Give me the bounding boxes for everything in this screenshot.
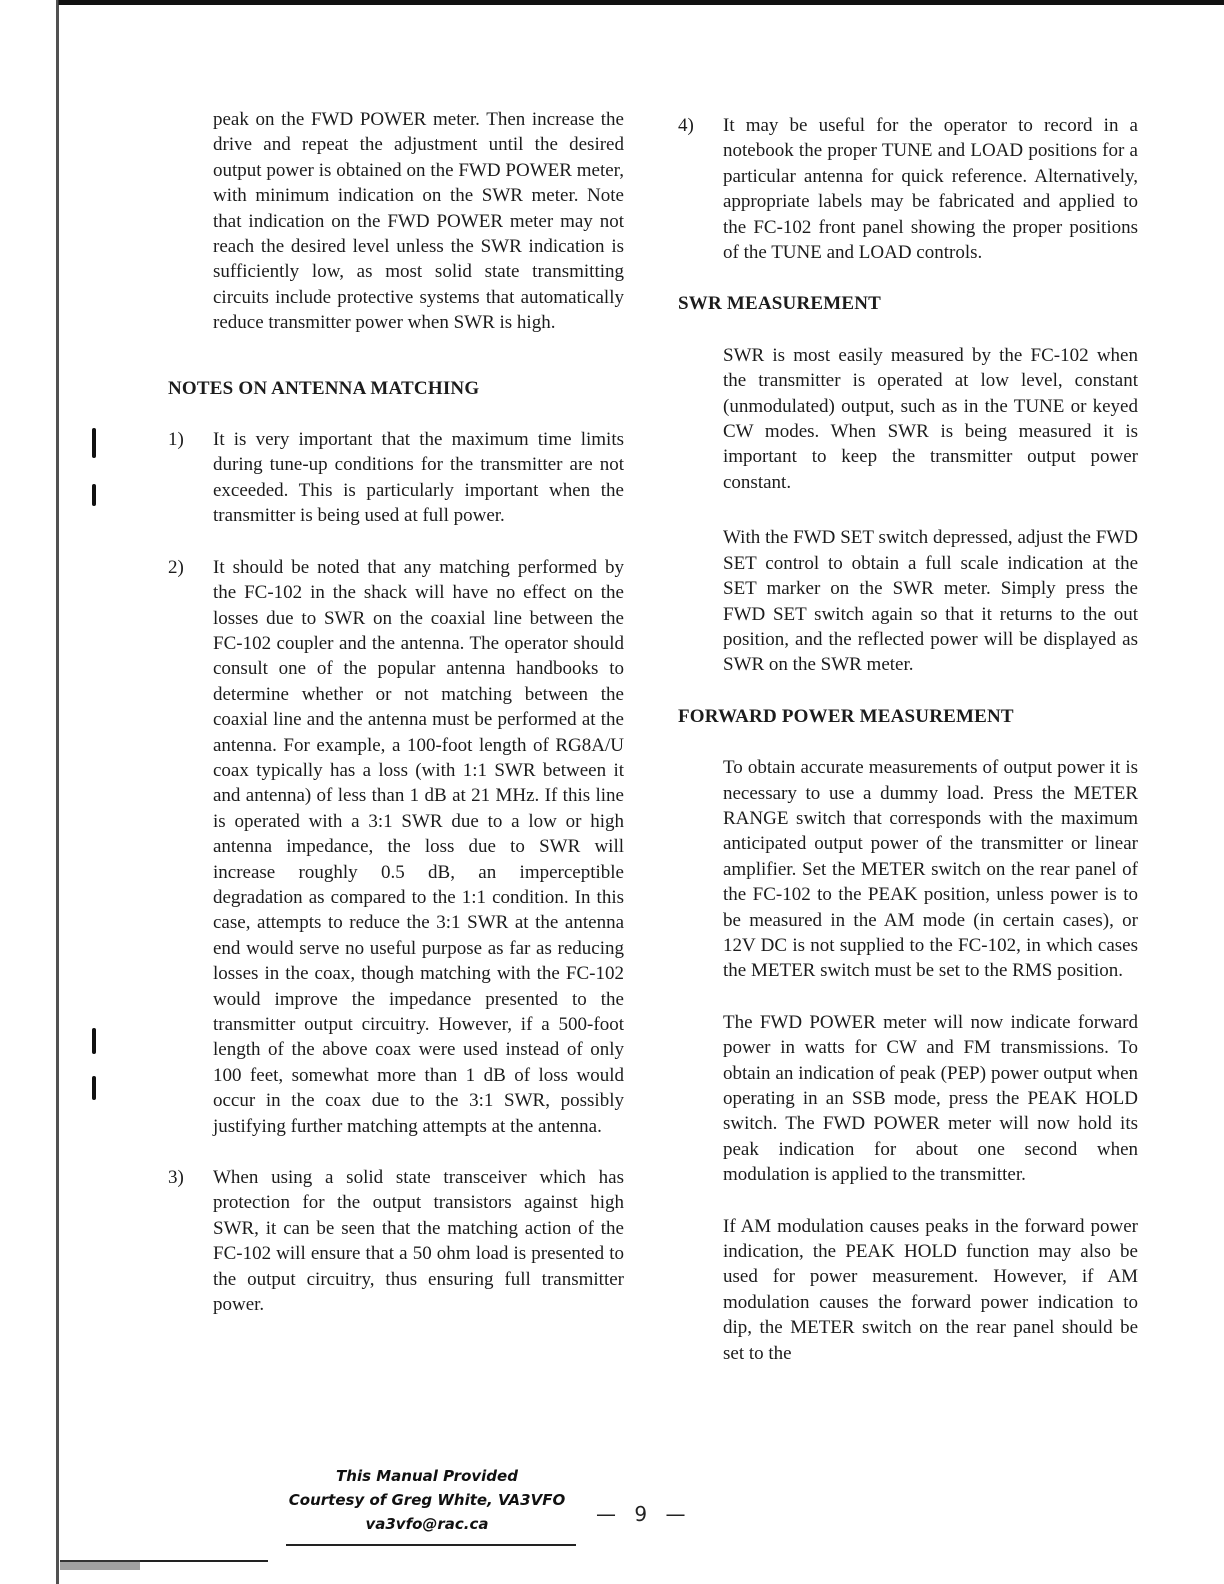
note-number: 2) — [168, 556, 184, 578]
credit-block — [268, 1464, 586, 1536]
note-item-4 — [678, 113, 1138, 265]
right-column — [678, 113, 1138, 1366]
forward-paragraph-2: The FWD POWER meter will now indicate forward power in watts for CW and FM transmissions. To obtain an indication of peak (PEP) power output when operating in an SSB mode, press the PEAK HOLD switch. The FWD POWER meter will now hold its peak indication for about one second when modulation is applied to the transmitter. — [723, 1011, 1138, 1186]
binder-hole-mark — [92, 1028, 96, 1054]
scan-border-top — [58, 0, 1224, 5]
left-column — [168, 107, 624, 1317]
credit-email-link[interactable]: va3vfo@rac.ca — [365, 1515, 489, 1533]
credit-line-2: Courtesy of Greg White, VA3VFO — [288, 1491, 566, 1509]
section-heading-forward-power: FORWARD POWER MEASUREMENT — [678, 705, 1014, 727]
swr-paragraph-2: With the FWD SET switch depressed, adjust the FWD SET control to obtain a full scale indication at the SET marker on the SWR meter. Simply press the FWD SET switch again so that it returns to the out position, and the reflected power will be displayed as SWR on the SWR meter. — [723, 527, 1138, 676]
note-item-2 — [168, 555, 624, 1139]
binder-hole-mark — [92, 484, 96, 506]
note-text: It may be useful for the operator to record in a notebook the proper TUNE and LOAD positions for a particular antenna for quick reference. Alternatively, appropriate labels may be fabricated and applied to the FC-102 front panel showing the proper positions of the TUNE and LOAD controls. — [723, 115, 1138, 264]
note-item-3 — [168, 1165, 624, 1317]
forward-paragraph-1: To obtain accurate measurements of output power it is necessary to use a dummy load. Press the METER RANGE switch that corresponds with the maximum anticipated output power of the transmitter or linear amplifier. Set the METER switch on the rear panel of the FC-102 to the PEAK position, unless power is to be measured in the AM mode (in certain cases), or 12V DC is not supplied to the FC-102, in which cases the METER switch must be set to the RMS position. — [723, 757, 1138, 982]
forward-paragraph-3: If AM modulation causes peaks in the forward power indication, the PEAK HOLD function may also be used for power measurement. However, if AM modulation causes the forward power indication to dip, the METER switch on the rear panel should be set to the — [723, 1215, 1138, 1364]
binder-hole-mark — [92, 1076, 96, 1100]
scan-border-left — [56, 0, 59, 1584]
credit-line-1: This Manual Provided — [336, 1467, 518, 1485]
swr-paragraph-1: SWR is most easily measured by the FC-102 when the transmitter is operated at low level, constant (unmodulated) output, such as in the TUNE or keyed CW modes. When SWR is being measured it is important to keep the transmitter output power constant. — [723, 344, 1138, 493]
section-heading-antenna-matching: NOTES ON ANTENNA MATCHING — [168, 377, 480, 399]
note-number: 3) — [168, 1167, 184, 1189]
note-text: It should be noted that any matching performed by the FC-102 in the shack will have no effect on the losses due to SWR on the coaxial line between the FC-102 coupler and the antenna. The operator should consult one of the popular antenna handbooks to determine whether or not matching between the coaxial line and the antenna must be performed at the antenna. For example, a 100-foot length of RG8A/U coax typically has a loss (with 1:1 SWR between it and antenna) of less than 1 dB at 21 MHz. If this line is operated with a 3:1 SWR due to a low or high antenna impedance, the loss due to SWR will increase roughly 0.5 dB, an imperceptible degradation as compared to the 1:1 condition. In this case, attempts to reduce the 3:1 SWR at the antenna end would serve no useful purpose as far as reducing losses in the coax, though matching with the FC-102 would improve the impedance presented to the transmitter output circuitry. However, if a 500-foot length of the above coax were used instead of only 100 feet, somewhat more than 1 dB of loss would occur in the coax due to the 3:1 SWR, possibly justifying further matching attempts at the antenna. — [213, 556, 624, 1137]
binder-hole-mark — [92, 428, 96, 458]
note-item-1 — [168, 427, 624, 529]
page-number: — 9 — — [596, 1502, 692, 1526]
note-text: When using a solid state transceiver which has protection for the output transistors against high SWR, it can be seen that the matching action of the FC-102 will ensure that a 50 ohm load is presented to the output circuitry, thus ensuring full transmitter power. — [213, 1167, 624, 1316]
intro-paragraph: peak on the FWD POWER meter. Then increase the drive and repeat the adjustment until the desired output power is obtained on the FWD POWER meter, with minimum indication on the SWR meter. Note that indication on the FWD POWER meter may not reach the desired level unless the SWR indication is sufficiently low, as most solid state transmitting circuits include protective systems that automatically reduce transmitter power when SWR is high. — [213, 109, 624, 334]
credit-underline — [286, 1544, 576, 1546]
note-number: 4) — [678, 115, 694, 136]
section-heading-swr-measurement: SWR MEASUREMENT — [678, 293, 882, 315]
scan-smudge — [60, 1560, 140, 1570]
note-text: It is very important that the maximum time limits during tune-up conditions for the transmitter are not exceeded. This is particularly important when the transmitter is being used at full power. — [213, 429, 624, 527]
note-number: 1) — [168, 429, 184, 451]
